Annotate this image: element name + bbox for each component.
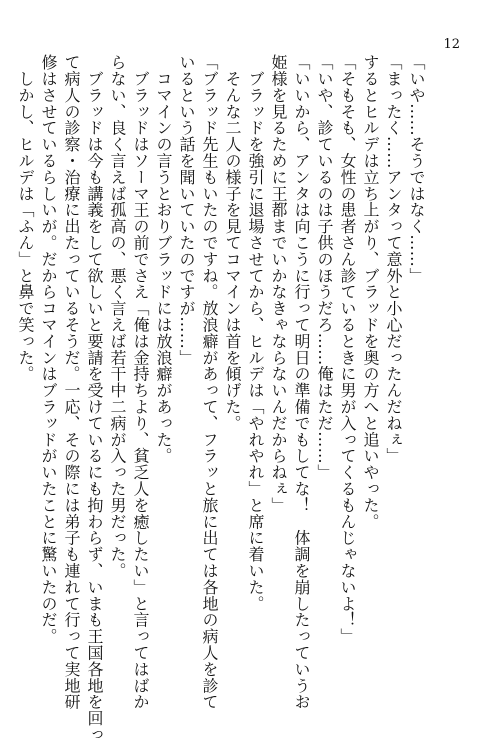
- text-line: ブラッドは今も講義をして欲しいと要請を受けているにも拘わらず、いまも王国各地を回っ: [85, 54, 104, 743]
- page-number: 12: [443, 37, 460, 52]
- text-line: するとヒルデは立ち上がり、ブラッドを奥の方へと追いやった。: [361, 54, 380, 530]
- text-line: 「まったく……アンタって意外と小心だったんだねぇ」: [384, 54, 403, 464]
- text-line: ブラッドはソーマ王の前でさえ「俺は金持ちより、貧乏人を癒したい」と言ってはばか: [131, 54, 150, 710]
- text-line: 姫様を見るために王都までいかなきゃならないんだからねぇ」: [269, 54, 288, 514]
- text-line: 「いや……そうではなく……」: [407, 54, 426, 284]
- text-line: 修はさせているらしいが。だからコマインはブラッドがいたことに驚いたのだ。: [39, 54, 58, 645]
- text-line: 「ブラッド先生もいたのですね。放浪癖があって、フラッと旅に出ては各地の病人を診て: [200, 54, 219, 710]
- text-line: そんな二人の様子を見てコマインは首を傾げた。: [223, 54, 242, 432]
- text-line: 「いや、診ているのは子供のほうだろ……俺はただ……」: [315, 54, 334, 481]
- text-line: いるという話を聞いていたのですが……」: [177, 54, 196, 366]
- text-line: らない、良く言えば孤高の、悪く言えば若干中二病が入った男だった。: [108, 54, 127, 579]
- text-line: 「そもそも、女性の患者さん診ているときに男が入ってくるもんじゃないよ！」: [338, 54, 357, 645]
- text-line: コマインの言うとおりブラッドには放浪癖があった。: [154, 54, 173, 464]
- text-line: て病人の診察・治療に出たっているそうだ。一応、その際には弟子も連れて行って実地研: [62, 54, 81, 710]
- text-line: しかし、ヒルデは「ふん」と鼻で笑った。: [16, 54, 35, 382]
- text-line: ブラッドを強引に退場させてから、ヒルデは「やれやれ」と席に着いた。: [246, 54, 265, 612]
- body-text: [14, 54, 428, 743]
- text-line: 「いいから、アンタは向こうに行って明日の準備でもしてな！ 体調を崩したっていうお: [292, 54, 311, 710]
